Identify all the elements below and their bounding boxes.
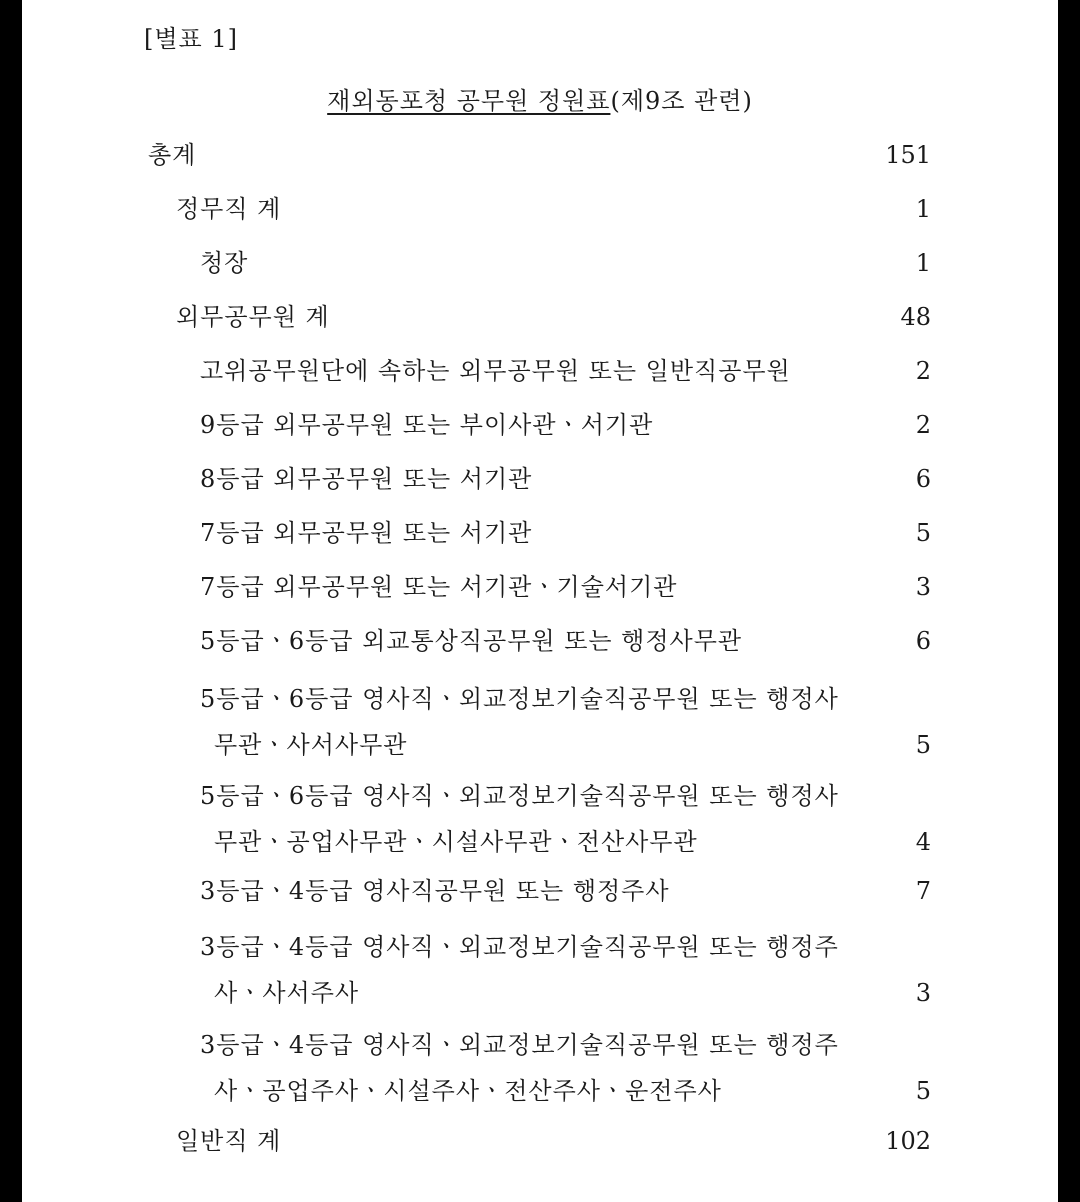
row-value: 2 [915,411,931,439]
row-label: 총계 [148,141,197,169]
row-label: 정무직 계 [176,195,282,223]
row-label-line2: 사ㆍ공업주사ㆍ시설주사ㆍ전산주사ㆍ운전주사 [214,1077,722,1105]
row-label: 9등급 외무공무원 또는 부이사관ㆍ서기관 [200,411,654,439]
row-value: 1 [915,249,931,277]
document-page [22,0,1058,1202]
row-value: 1 [915,195,931,223]
row-label-line2: 사ㆍ사서주사 [214,979,360,1007]
row-label: 청장 [200,249,249,277]
row-label-line2: 무관ㆍ사서사무관 [214,731,408,759]
row-label: 7등급 외무공무원 또는 서기관ㆍ기술서기관 [200,573,678,601]
row-value: 151 [885,141,931,169]
row-label-line1: 5등급ㆍ6등급 영사직ㆍ외교정보기술직공무원 또는 행정사 [200,685,839,713]
row-value: 5 [915,731,931,759]
document-title [22,84,1058,118]
row-value: 6 [915,465,931,493]
row-value: 2 [915,357,931,385]
row-label [200,1022,860,1114]
row-label: 외무공무원 계 [176,303,330,331]
row-label: 고위공무원단에 속하는 외무공무원 또는 일반직공무원 [200,357,791,385]
appendix-label: [별표 1] [144,25,238,53]
document-title-main: 재외동포청 공무원 정원표 [327,87,611,115]
row-value: 102 [885,1127,931,1155]
row-value: 6 [915,627,931,655]
row-value: 3 [915,979,931,1007]
row-label: 일반직 계 [176,1127,282,1155]
row-label: 5등급ㆍ6등급 외교통상직공무원 또는 행정사무관 [200,627,743,655]
row-value: 3 [915,573,931,601]
row-label [200,773,860,865]
row-value: 5 [915,1077,931,1105]
row-label: 3등급ㆍ4등급 영사직공무원 또는 행정주사 [200,877,670,905]
row-label-line1: 5등급ㆍ6등급 영사직ㆍ외교정보기술직공무원 또는 행정사 [200,782,839,810]
row-label [200,924,860,1016]
row-label: 8등급 외무공무원 또는 서기관 [200,465,533,493]
document-title-suffix: (제9조 관련) [610,87,753,115]
row-label-line1: 3등급ㆍ4등급 영사직ㆍ외교정보기술직공무원 또는 행정주 [200,1031,839,1059]
row-label: 7등급 외무공무원 또는 서기관 [200,519,533,547]
row-value: 4 [915,828,931,856]
row-value: 48 [900,303,931,331]
row-value: 7 [915,877,931,905]
row-label-line1: 3등급ㆍ4등급 영사직ㆍ외교정보기술직공무원 또는 행정주 [200,933,839,961]
row-label-line2: 무관ㆍ공업사무관ㆍ시설사무관ㆍ전산사무관 [214,828,698,856]
row-value: 5 [915,519,931,547]
row-label [200,676,860,768]
